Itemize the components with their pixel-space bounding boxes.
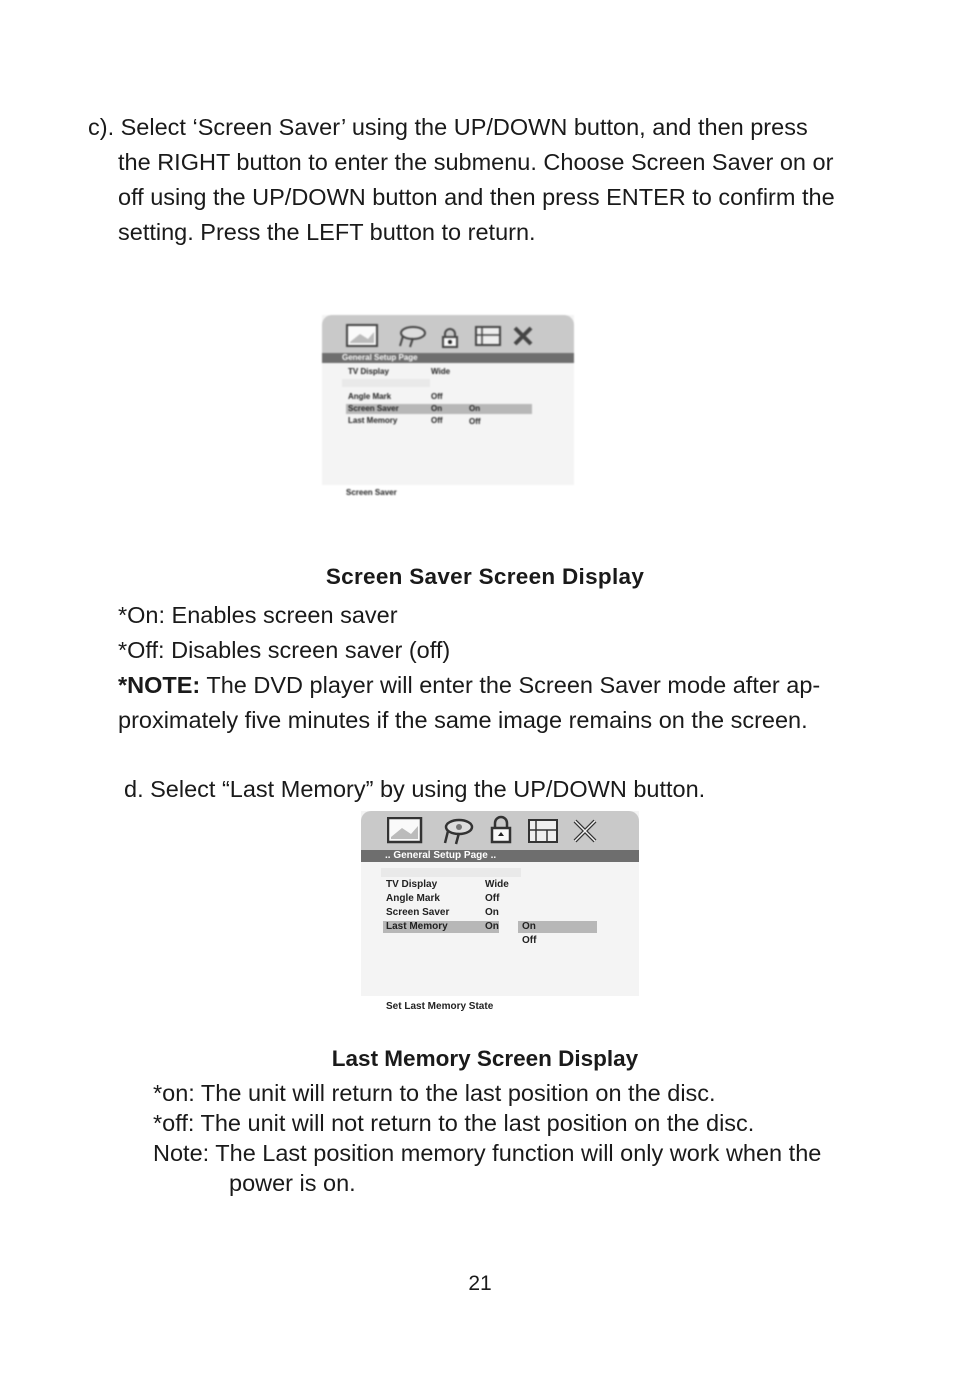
note-line-2: power is on. [229, 1170, 356, 1196]
menu-row-label: TV Display [348, 367, 389, 376]
lock-icon [489, 815, 513, 850]
note-line-2: proximately five minutes if the same image remains on the screen. [118, 707, 808, 733]
submenu-option-on: On [522, 921, 536, 932]
menu-row-label: Screen Saver [386, 907, 450, 918]
note-on: *On: Enables screen saver [118, 602, 398, 628]
close-icon [512, 325, 534, 352]
menu-row-label: Angle Mark [348, 392, 392, 401]
step-d-paragraph: d. Select “Last Memory” by using the UP/DOWN button. [124, 776, 706, 802]
preferences-icon [474, 324, 502, 353]
close-icon [571, 817, 599, 850]
screen-saver-menu-screenshot [322, 315, 574, 505]
submenu-option-on: On [469, 404, 481, 413]
menu-row-value: Wide [485, 879, 509, 890]
step-c-line-4: setting. Press the LEFT button to return. [118, 219, 536, 245]
menu-row-label: Last Memory [348, 416, 398, 425]
step-c-line-1: c). Select ‘Screen Saver’ using the UP/DOWN button, and then press [88, 114, 808, 140]
menu-header-bar: General Setup Page [322, 353, 574, 363]
menu-row-label: Angle Mark [386, 893, 440, 904]
note-on: *on: The unit will return to the last position on the disc. [153, 1080, 716, 1106]
tv-screen-icon [387, 817, 423, 850]
menu-footer [361, 996, 639, 1017]
menu-footer [322, 485, 574, 505]
menu-header-bar: .. General Setup Page .. [361, 850, 639, 862]
note-off: *off: The unit will not return to the last position on the disc. [153, 1110, 755, 1136]
menu-blank-row [342, 379, 430, 387]
page-number: 21 [468, 1272, 492, 1295]
speaker-disc-icon [443, 817, 475, 850]
caption-screen-saver: Screen Saver Screen Display [325, 564, 645, 589]
note-off: *Off: Disables screen saver (off) [118, 637, 451, 663]
note-label: *NOTE: [118, 672, 201, 698]
menu-row-value: Off [431, 392, 443, 401]
last-memory-notes [153, 1078, 893, 1198]
menu-row-label: Screen Saver [348, 404, 399, 413]
submenu-option-off: Off [469, 417, 481, 426]
menu-icon-bar [322, 315, 574, 355]
menu-icon-bar [361, 811, 639, 851]
note-line-1: Note: The Last position memory function will only work when the [153, 1140, 822, 1166]
menu-row-value: On [485, 907, 499, 918]
speaker-disc-icon [398, 324, 428, 353]
last-memory-menu-screenshot [361, 811, 639, 1017]
menu-row-value: Wide [431, 367, 451, 376]
menu-row-value: On [431, 404, 443, 413]
tv-screen-icon [346, 324, 378, 353]
menu-row-label: TV Display [386, 879, 438, 890]
menu-row-value: Off [431, 416, 443, 425]
step-c-line-3: off using the UP/DOWN button and then press ENTER to confirm the [118, 184, 835, 210]
preferences-icon [527, 817, 559, 850]
screen-saver-notes [118, 598, 893, 738]
menu-blank-row [381, 868, 521, 877]
note-text: The DVD player will enter the Screen Saver mode after ap- [200, 672, 821, 698]
menu-row-label: Last Memory [386, 921, 448, 932]
menu-row-value: Off [485, 893, 500, 904]
menu-footer-text: Set Last Memory State [386, 1001, 494, 1012]
menu-row-value: On [485, 921, 499, 932]
note-line-1 [118, 668, 893, 703]
lock-icon [440, 327, 460, 354]
menu-footer-text: Screen Saver [346, 488, 397, 497]
caption-last-memory: Last Memory Screen Display [331, 1046, 639, 1071]
submenu-option-off: Off [522, 935, 537, 946]
step-c-paragraph [88, 110, 888, 250]
step-c-line-2: the RIGHT button to enter the submenu. Choose Screen Saver on or [118, 149, 834, 175]
